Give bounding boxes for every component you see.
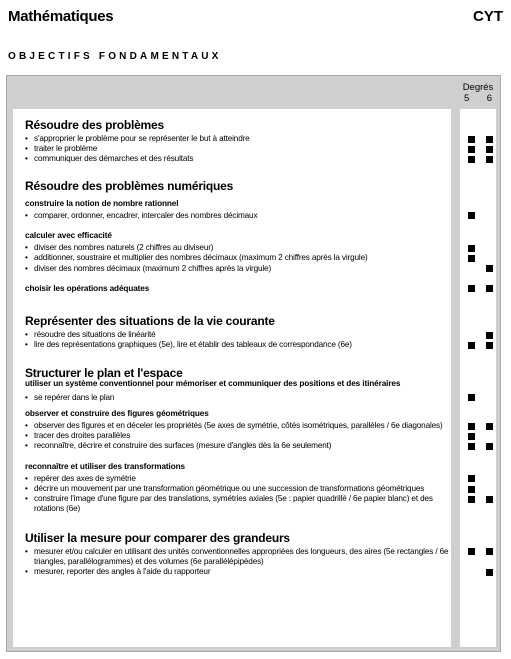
objective-item: • additionner, soustraire et multiplier des nombres décimaux (maximum 2 chiffres après la virgule) xyxy=(25,253,368,262)
objective-item-degree-6-mark xyxy=(486,156,493,163)
section-title: Résoudre des problèmes numériques xyxy=(25,178,234,193)
objective-item-degree-6-mark xyxy=(486,265,493,272)
group-subtitle: reconnaître et utiliser des transformations xyxy=(25,461,185,471)
group-subtitle: calculer avec efficacité xyxy=(25,231,112,240)
objective-item-degree-6-mark xyxy=(486,423,493,430)
objective-item: • diviser des nombres décimaux (maximum 2 chiffres après la virgule) xyxy=(25,264,271,273)
objective-item: • observer des figures et en déceler les propriétés (5e axes de symétrie, côtés isométriques, parallèles / 6e diagonales) xyxy=(25,421,443,430)
objective-item-degree-5-mark xyxy=(468,342,475,349)
objective-item: • s'approprier le problème pour se représenter le but à atteindre xyxy=(25,134,250,143)
section-title: Résoudre des problèmes xyxy=(25,118,164,132)
degrees-label: Degrés xyxy=(462,82,494,93)
objective-item-degree-5-mark xyxy=(468,136,475,143)
objective-item-degree-5-mark xyxy=(468,394,475,401)
objective-item-degree-5-mark xyxy=(468,443,475,450)
objective-item: • lire des représentations graphiques (5e), lire et établir des tableaux de correspondance (6e) xyxy=(25,340,352,349)
objective-item: • tracer des droites parallèles xyxy=(25,431,130,440)
objective-item-degree-5-mark xyxy=(468,146,475,153)
degrees-column xyxy=(460,109,496,647)
cycle-code: CYT xyxy=(473,8,503,25)
group-subtitle: observer et construire des figures géométriques xyxy=(25,408,209,418)
objective-item: • se repérer dans le plan xyxy=(25,393,114,402)
objective-item-degree-6-mark xyxy=(486,569,493,576)
objective-item-degree-5-mark xyxy=(468,255,475,262)
objective-item-degree-6-mark xyxy=(486,496,493,503)
group-subtitle: construire la notion de nombre rationnel xyxy=(25,198,179,208)
objective-item-degree-6-mark xyxy=(486,136,493,143)
objective-item-degree-6-mark xyxy=(486,443,493,450)
objective-item: • mesurer, reporter des angles à l'aide du rapporteur xyxy=(25,567,210,576)
objective-item: • comparer, ordonner, encadrer, intercaler des nombres décimaux xyxy=(25,211,257,220)
degrees-header xyxy=(460,82,496,104)
section-title: Représenter des situations de la vie courante xyxy=(25,314,275,328)
section-title: Utiliser la mesure pour comparer des grandeurs xyxy=(25,530,290,545)
page-title: Mathématiques xyxy=(8,8,114,25)
degree-6-label: 6 xyxy=(486,93,492,104)
objective-item: • communiquer des démarches et des résultats xyxy=(25,154,193,163)
objective-item: • reconnaître, décrire et construire des surfaces (mesure d'angles dès la 6e seulement) xyxy=(25,441,331,450)
degree-5-label: 5 xyxy=(464,93,470,104)
objective-item-degree-6-mark xyxy=(486,146,493,153)
group-subtitle: choisir les opérations adéquates xyxy=(25,283,150,293)
section-lead: utiliser un système conventionnel pour mémoriser et communiquer des positions et des itinéraires xyxy=(25,379,401,389)
group-subtitle-degree-6-mark xyxy=(486,285,493,292)
objective-item-degree-5-mark xyxy=(468,486,475,493)
objective-item-degree-5-mark xyxy=(468,548,475,555)
objective-item-degree-5-mark xyxy=(468,423,475,430)
objective-item: • construire l'image d'une figure par des translations, symétries axiales (5e : papier quadrillé / 6e papier blanc) et des xyxy=(25,494,433,503)
group-subtitle-degree-5-mark xyxy=(468,285,475,292)
objective-item-continuation: triangles, parallélogrammes) et des volumes (6e parallélépipèdes) xyxy=(34,556,264,566)
objective-item: • traiter le problème xyxy=(25,144,97,153)
section-title: Structurer le plan et l'espace xyxy=(25,366,183,381)
objective-item-degree-5-mark xyxy=(468,496,475,503)
objective-item: • repérer des axes de symétrie xyxy=(25,474,136,483)
objectives-heading: OBJECTIFS FONDAMENTAUX xyxy=(8,51,222,62)
objective-item-degree-5-mark xyxy=(468,212,475,219)
objectives-panel xyxy=(13,109,451,647)
objective-item-continuation: rotations (6e) xyxy=(34,504,81,514)
objective-item: • diviser des nombres naturels (2 chiffres au diviseur) xyxy=(25,243,213,252)
objective-item: • résoudre des situations de linéarité xyxy=(25,330,156,339)
objective-item: • mesurer et/ou calculer en utilisant des unités conventionnelles appropriées des longueurs, des aires (5e rectangles / 6e xyxy=(25,547,448,556)
objectives-table xyxy=(6,75,501,652)
objective-item-degree-6-mark xyxy=(486,342,493,349)
objective-item-degree-6-mark xyxy=(486,332,493,339)
objective-item-degree-5-mark xyxy=(468,475,475,482)
objective-item-degree-6-mark xyxy=(486,548,493,555)
objective-item: • décrire un mouvement par une transformation géométrique ou une succession de transformations géométriques xyxy=(25,484,424,493)
objective-item-degree-5-mark xyxy=(468,245,475,252)
objective-item-degree-5-mark xyxy=(468,433,475,440)
objective-item-degree-5-mark xyxy=(468,156,475,163)
